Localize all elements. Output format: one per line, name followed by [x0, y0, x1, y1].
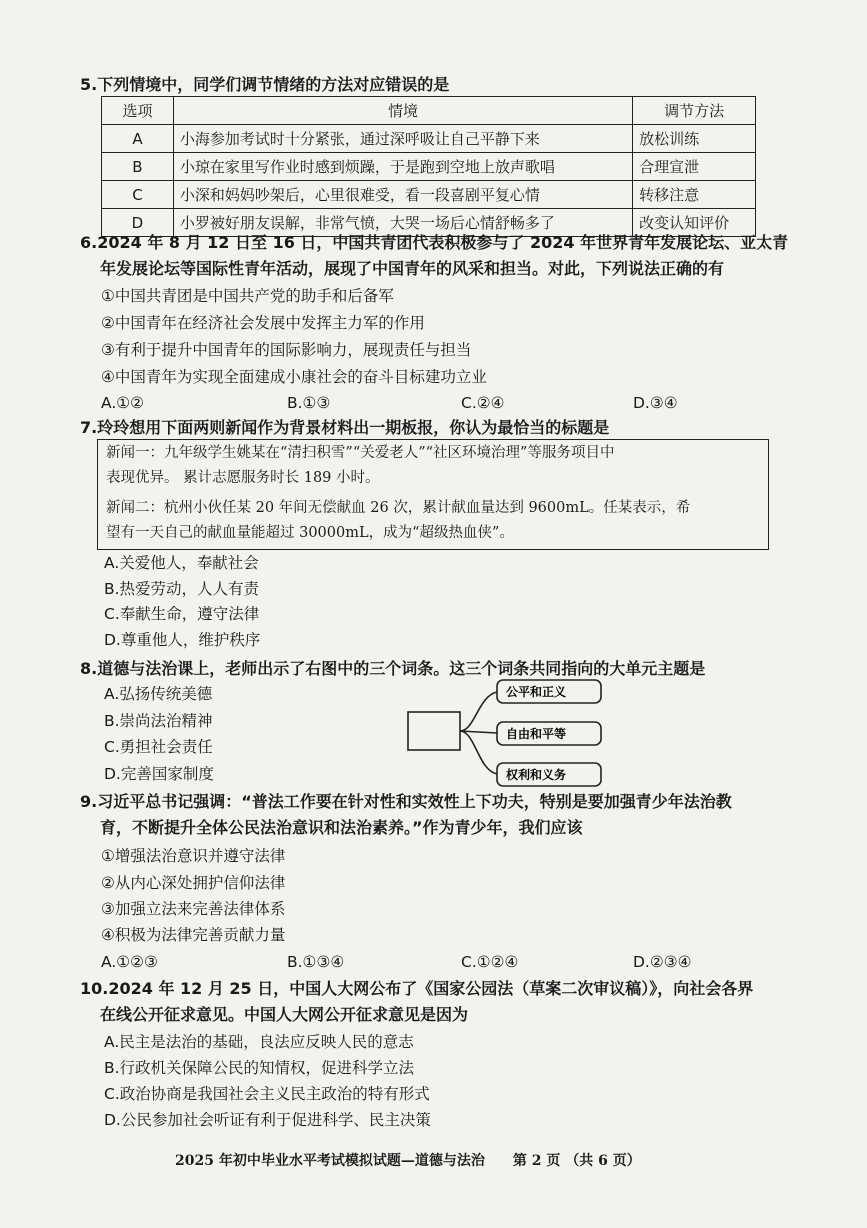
- page-footer: 2025 年初中毕业水平考试模拟试题—道德与法治 第 2 页 （共 6 页）: [175, 1153, 641, 1169]
- table-cell: 放松训练: [633, 125, 756, 153]
- question-6-option-a: A.①②: [101, 394, 145, 412]
- question-8-diagram: [400, 674, 620, 794]
- table-row: [102, 153, 756, 181]
- question-7-stem: 7.玲玲想用下面两则新闻作为背景材料出一期板报，你认为最恰当的标题是: [80, 418, 610, 437]
- table-cell: 小罗被好朋友误解，非常气愤，大哭一场后心情舒畅多了: [173, 209, 632, 237]
- news-2-line1: 新闻二：杭州小伙任某 20 年间无偿献血 26 次，累计献血量达到 9600mL。任某表示，希: [106, 500, 691, 516]
- question-9-item: ①增强法治意识并遵守法律: [101, 847, 286, 865]
- diagram-term-rights: 权利和义务: [506, 768, 567, 782]
- question-6-item: ①中国共青团是中国共产党的助手和后备军: [101, 287, 394, 305]
- news-1-line2: 表现优异。 累计志愿服务时长 189 小时。: [106, 470, 380, 486]
- question-10-stem-line2: 在线公开征求意见。中国人大网公开征求意见是因为: [100, 1005, 469, 1024]
- table-cell: B: [102, 153, 174, 181]
- question-5-stem: 5.下列情境中，同学们调节情绪的方法对应错误的是: [80, 75, 450, 94]
- question-7-option-c: C.奉献生命，遵守法律: [104, 605, 260, 623]
- table-row: [102, 125, 756, 153]
- question-10-option-d: D.公民参加社会听证有利于促进科学、民主决策: [104, 1111, 431, 1129]
- table-cell: 改变认知评价: [633, 209, 756, 237]
- table-cell: 转移注意: [633, 181, 756, 209]
- question-9-option-d: D.②③④: [633, 953, 692, 971]
- question-6-option-b: B.①③: [287, 394, 331, 412]
- news-2-line2: 望有一天自己的献血量能超过 30000mL，成为“超级热血侠”。: [106, 525, 514, 541]
- question-9-item: ③加强立法来完善法律体系: [101, 900, 286, 918]
- question-5-table: [101, 96, 756, 237]
- table-header-row: [102, 97, 756, 125]
- table-header-cell: 调节方法: [633, 97, 756, 125]
- question-9-option-b: B.①③④: [287, 953, 345, 971]
- question-9-stem-line2: 育，不断提升全体公民法治意识和法治素养。”作为青少年，我们应该: [100, 818, 583, 837]
- news-box: [97, 439, 769, 550]
- question-9-item: ②从内心深处拥护信仰法律: [101, 874, 286, 892]
- question-9-option-a: A.①②③: [101, 953, 158, 971]
- table-cell: 小琼在家里写作业时感到烦躁，于是跑到空地上放声歌唱: [173, 153, 632, 181]
- table-cell: C: [102, 181, 174, 209]
- question-8-option-d: D.完善国家制度: [104, 765, 214, 783]
- question-6-option-d: D.③④: [633, 394, 678, 412]
- table-header-cell: 情境: [173, 97, 632, 125]
- table-header-cell: 选项: [102, 97, 174, 125]
- question-10-option-c: C.政治协商是我国社会主义民主政治的特有形式: [104, 1085, 430, 1103]
- question-7-option-a: A.关爱他人，奉献社会: [104, 554, 259, 572]
- question-8-option-a: A.弘扬传统美德: [104, 685, 213, 703]
- question-6-item: ③有利于提升中国青年的国际影响力，展现责任与担当: [101, 341, 472, 359]
- diagram-empty-box: [408, 712, 460, 750]
- question-6-stem-line2: 年发展论坛等国际性青年活动，展现了中国青年的风采和担当。对此，下列说法正确的有: [100, 259, 725, 278]
- question-6-item: ②中国青年在经济社会发展中发挥主力军的作用: [101, 314, 425, 332]
- question-9-item: ④积极为法律完善贡献力量: [101, 926, 286, 944]
- diagram-connector: [460, 731, 497, 774]
- news-1-line1: 新闻一：九年级学生姚某在“清扫积雪”“关爱老人”“社区环境治理”等服务项目中: [106, 445, 615, 461]
- table-cell: A: [102, 125, 174, 153]
- question-6-option-c: C.②④: [461, 394, 505, 412]
- question-10-stem-line1: 10.2024 年 12 月 25 日，中国人大网公布了《国家公园法（草案二次审议稿）》，向社会各界: [80, 979, 754, 998]
- diagram-connector: [460, 692, 497, 731]
- question-9-option-c: C.①②④: [461, 953, 519, 971]
- question-8-stem: 8.道德与法治课上，老师出示了右图中的三个词条。这三个词条共同指向的大单元主题是: [80, 659, 706, 678]
- question-8-option-b: B.崇尚法治精神: [104, 712, 213, 730]
- question-7-option-b: B.热爱劳动，人人有责: [104, 580, 260, 598]
- diagram-term-fairness: 公平和正义: [506, 685, 567, 699]
- diagram-term-freedom: 自由和平等: [506, 727, 567, 741]
- question-6-stem-line1: 6.2024 年 8 月 12 日至 16 日，中国共青团代表积极参与了 2024 年世界青年发展论坛、亚太青: [80, 233, 789, 252]
- table-row: [102, 181, 756, 209]
- question-7-option-d: D.尊重他人，维护秩序: [104, 631, 261, 649]
- question-6-item: ④中国青年为实现全面建成小康社会的奋斗目标建功立业: [101, 368, 487, 386]
- question-9-stem-line1: 9.习近平总书记强调：“普法工作要在针对性和实效性上下功夫，特别是要加强青少年法治教: [80, 792, 732, 811]
- table-cell: 小深和妈妈吵架后，心里很难受，看一段喜剧平复心情: [173, 181, 632, 209]
- question-10-option-b: B.行政机关保障公民的知情权，促进科学立法: [104, 1059, 415, 1077]
- table-cell: 合理宣泄: [633, 153, 756, 181]
- question-8-option-c: C.勇担社会责任: [104, 738, 213, 756]
- table-cell: D: [102, 209, 174, 237]
- table-cell: 小海参加考试时十分紧张，通过深呼吸让自己平静下来: [173, 125, 632, 153]
- question-10-option-a: A.民主是法治的基础，良法应反映人民的意志: [104, 1033, 414, 1051]
